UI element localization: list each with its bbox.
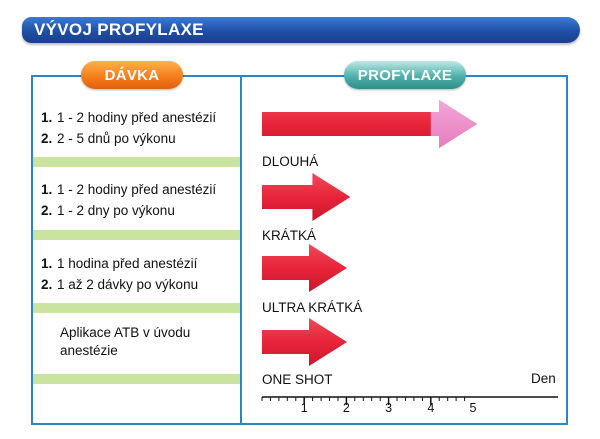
- duration-arrow: [262, 173, 350, 221]
- duration-arrow: [262, 244, 347, 292]
- axis-tick-label: 1: [300, 401, 308, 415]
- axis-tick-label: 5: [469, 401, 477, 415]
- header-davka: DÁVKA: [81, 61, 183, 89]
- item-number: 2.: [41, 203, 53, 218]
- axis-tick-label: 3: [385, 401, 393, 415]
- dose-item: 1 - 2 hodiny před anestézií: [57, 182, 217, 197]
- dose-item: 2 - 5 dnů po výkonu: [57, 131, 176, 146]
- axis-unit-label: Den: [531, 371, 556, 386]
- label-ultra-kratka: ULTRA KRÁTKÁ: [262, 300, 363, 315]
- axis-tick-label: 2: [342, 401, 350, 415]
- label-kratka: KRÁTKÁ: [262, 228, 317, 243]
- item-number: 2.: [41, 277, 53, 292]
- axis-tick-label: 4: [427, 401, 435, 415]
- duration-arrow-extension: [431, 100, 477, 148]
- page-title: VÝVOJ PROFYLAXE: [34, 20, 204, 39]
- duration-arrow: [262, 318, 347, 366]
- item-number: 2.: [41, 131, 53, 146]
- dose-note: Aplikace ATB v úvodu anestézie: [60, 325, 191, 358]
- label-dlouha: DLOUHÁ: [262, 154, 319, 169]
- dose-item: 1 až 2 dávky po výkonu: [57, 277, 199, 292]
- item-number: 1.: [41, 110, 53, 125]
- dose-item: 1 hodina před anestézií: [57, 256, 198, 271]
- dose-item: 1 - 2 hodiny před anestézií: [57, 110, 217, 125]
- dose-item: 1 - 2 dny po výkonu: [57, 203, 175, 218]
- item-number: 1.: [41, 256, 53, 271]
- header-profylaxe: PROFYLAXE: [344, 61, 466, 89]
- label-one-shot: ONE SHOT: [262, 372, 333, 387]
- item-number: 1.: [41, 182, 53, 197]
